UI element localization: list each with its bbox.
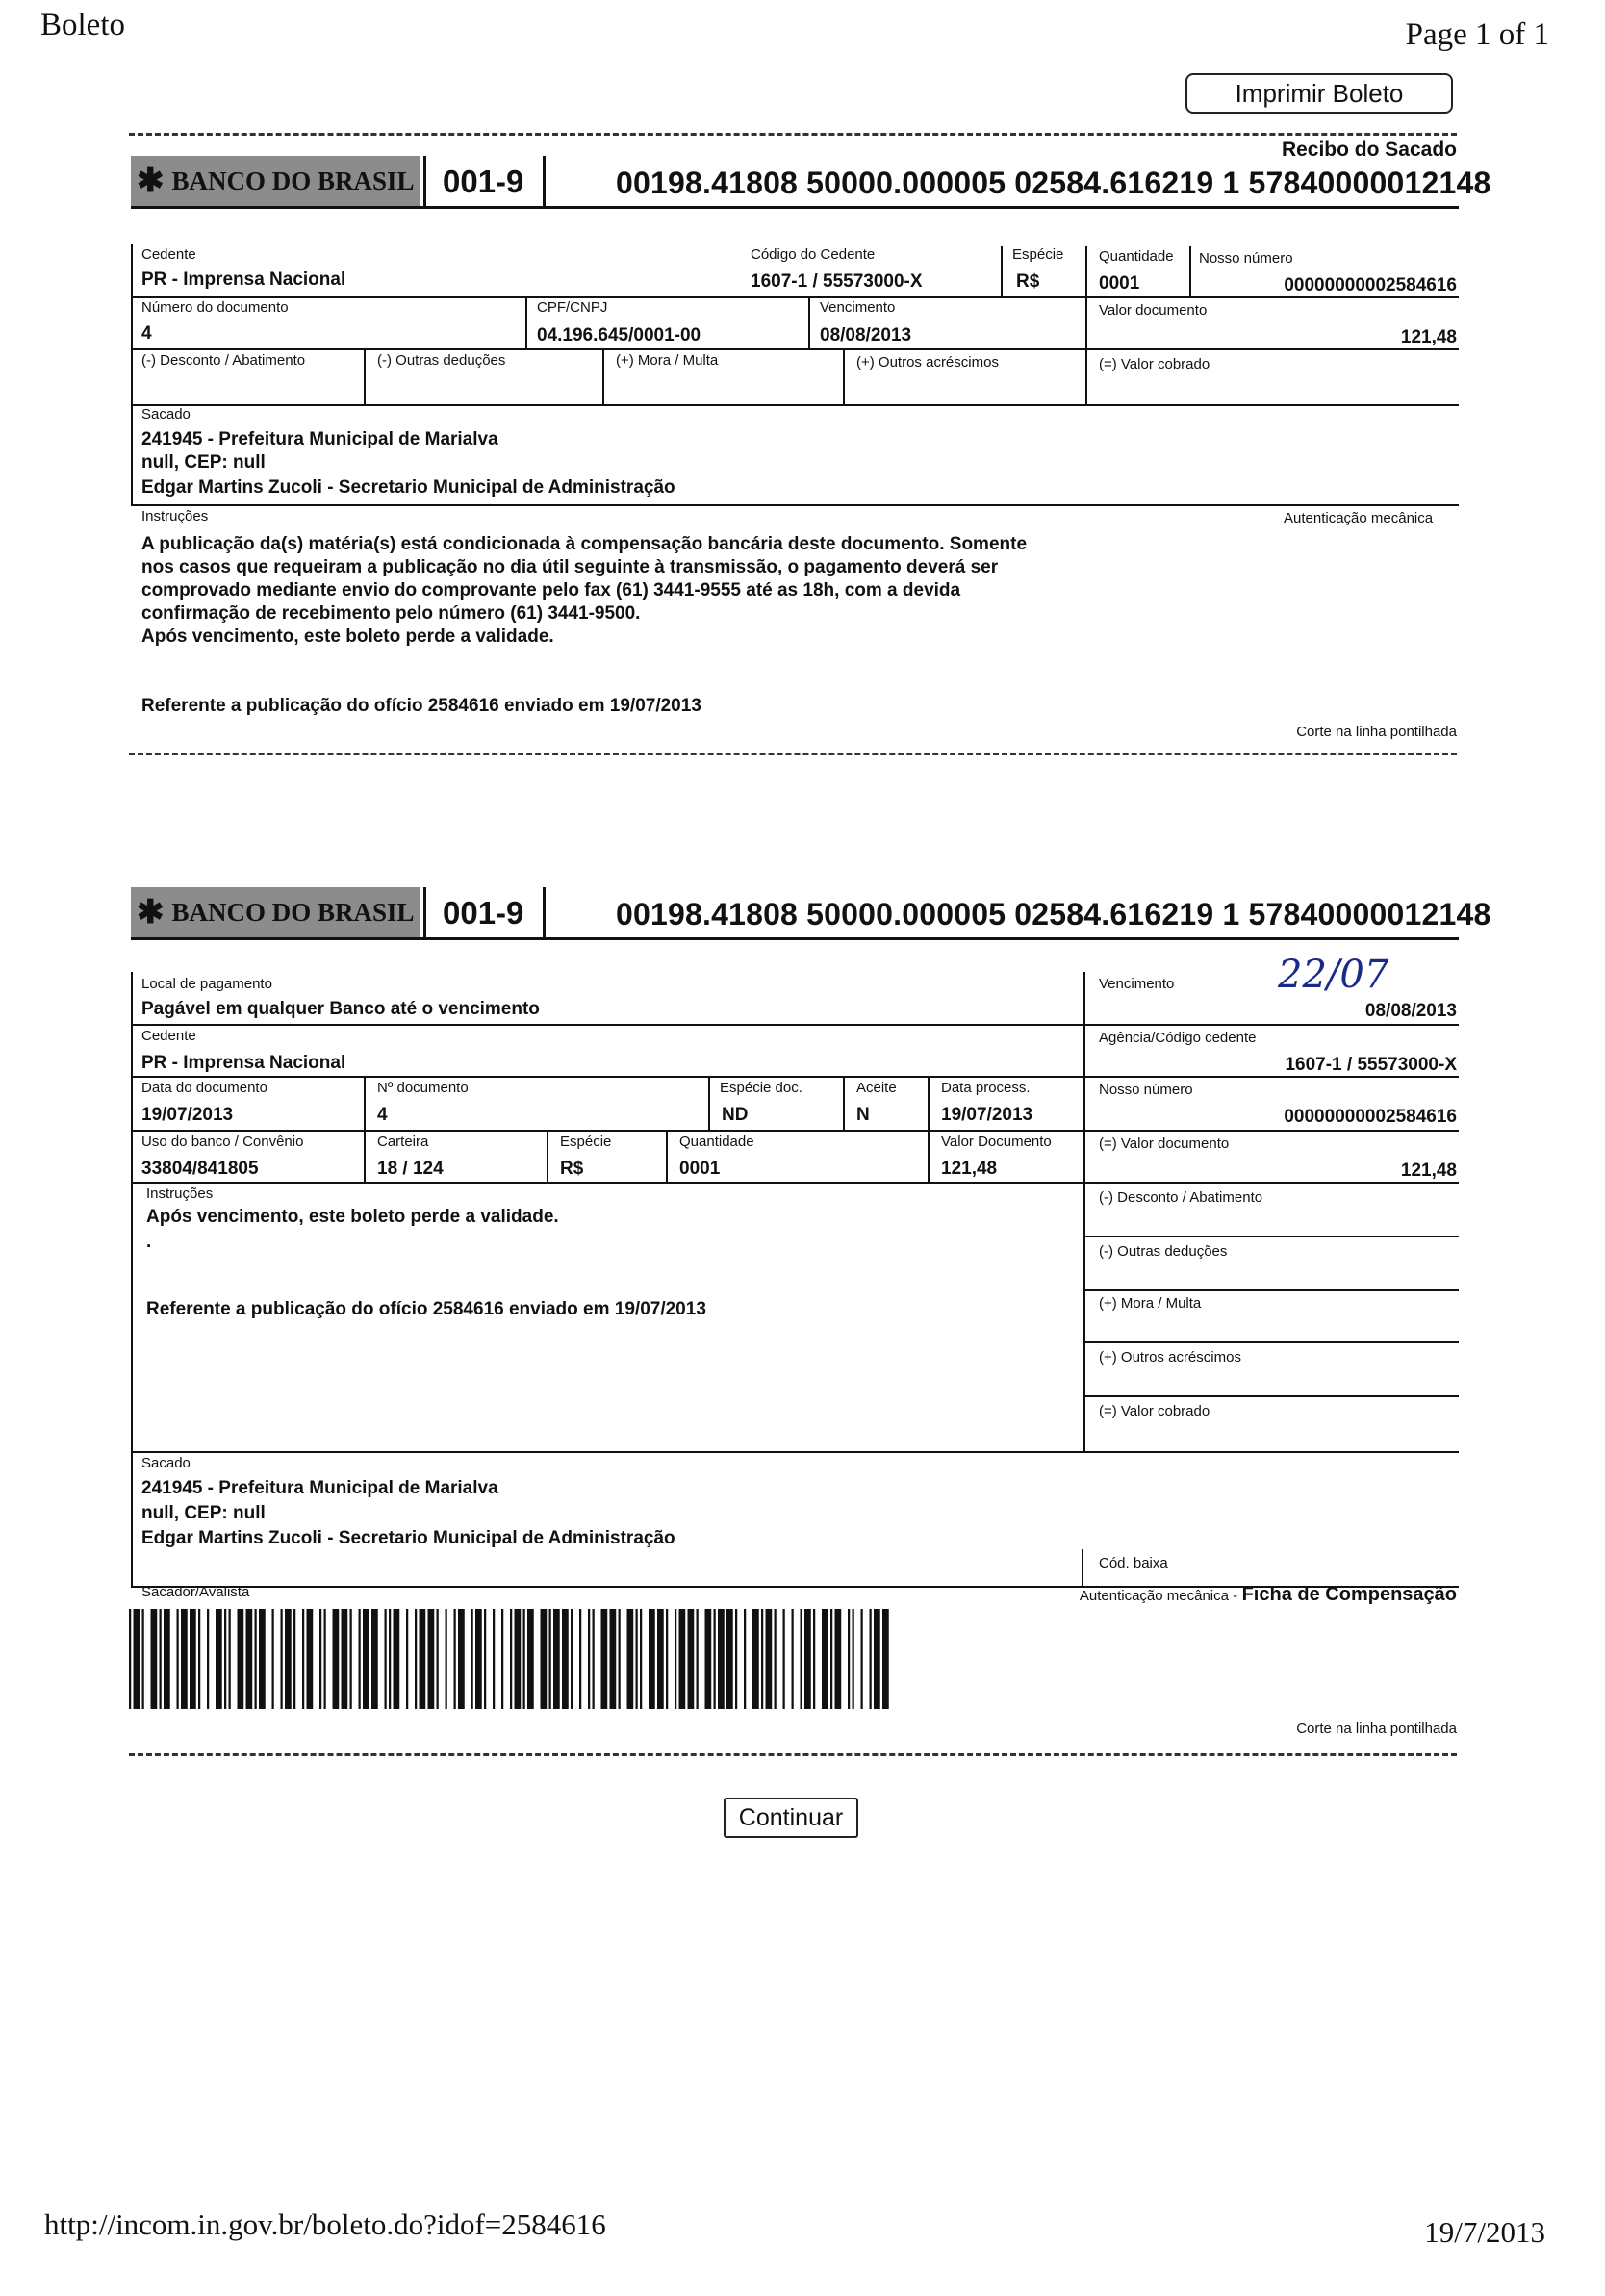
barcode-bar <box>471 1609 473 1709</box>
autenticacao-label: Autenticação mecânica - <box>1079 1588 1238 1604</box>
divider <box>364 348 366 404</box>
bank-logo <box>131 156 420 206</box>
data-doc-value: 19/07/2013 <box>141 1105 234 1125</box>
barcode-bar <box>813 1609 815 1709</box>
barcode-bar <box>515 1609 522 1709</box>
barcode-bar <box>510 1609 512 1709</box>
label: Cedente <box>141 246 196 263</box>
barcode-bar <box>293 1609 295 1709</box>
label: Nosso número <box>1199 250 1293 267</box>
sacado-line: null, CEP: null <box>141 452 266 472</box>
barcode-bar <box>549 1609 551 1709</box>
label: Local de pagamento <box>141 976 272 992</box>
label: Carteira <box>377 1134 429 1150</box>
barcode-bar <box>527 1609 534 1709</box>
barcode <box>129 1609 939 1709</box>
divider <box>547 1130 548 1182</box>
divider <box>131 972 133 1588</box>
barcode-bar <box>259 1609 266 1709</box>
divider <box>131 348 1459 350</box>
barcode-bar <box>385 1609 387 1709</box>
label: Espécie <box>1012 246 1064 263</box>
eq-valor-doc-value: 121,48 <box>1400 1161 1457 1181</box>
cut-dashed-line <box>129 1753 1457 1756</box>
instruction-line: A publicação da(s) matéria(s) está condicionada à compensação bancária deste documento. Somente <box>141 534 1028 554</box>
barcode-bar <box>142 1609 144 1709</box>
barcode-bar <box>493 1609 495 1709</box>
label: (+) Mora / Multa <box>616 352 719 369</box>
barcode-bar <box>861 1609 863 1709</box>
label: Sacador/Avalista <box>141 1584 250 1600</box>
barcode-bar <box>302 1609 304 1709</box>
barcode-bar <box>792 1609 794 1709</box>
barcode-bar <box>229 1609 231 1709</box>
barcode-bar <box>848 1609 850 1709</box>
top-dashed-divider <box>129 133 1457 136</box>
label: Instruções <box>141 508 209 524</box>
page-title: Boleto <box>40 8 125 42</box>
num-doc-value: 4 <box>377 1105 388 1125</box>
label: Valor Documento <box>941 1134 1052 1150</box>
cedente-value: PR - Imprensa Nacional <box>141 269 346 290</box>
instruction-line: nos casos que requeiram a publicação no dia útil seguinte à transmissão, o pagamento deverá ser <box>141 557 999 577</box>
barcode-bar <box>371 1609 378 1709</box>
label: Agência/Código cedente <box>1099 1030 1257 1046</box>
barcode-bar <box>207 1609 209 1709</box>
barcode-bar <box>610 1609 617 1709</box>
label: (+) Outros acréscimos <box>856 354 999 370</box>
barcode-bar <box>333 1609 340 1709</box>
barcode-bar <box>830 1609 832 1709</box>
barcode-bar <box>420 1609 426 1709</box>
label: Espécie <box>560 1134 612 1150</box>
bank-logo-icon: ✱ <box>137 895 165 931</box>
label: Quantidade <box>1099 248 1174 265</box>
divider <box>131 1182 1459 1184</box>
barcode-bar <box>666 1609 668 1709</box>
data-process-value: 19/07/2013 <box>941 1105 1033 1125</box>
instruction-line: Após vencimento, este boleto perde a validade. <box>146 1207 559 1227</box>
barcode-bar <box>870 1609 872 1709</box>
especie-value: R$ <box>560 1159 584 1179</box>
print-button[interactable]: Imprimir Boleto <box>1185 73 1453 114</box>
cod-cedente-value: 1607-1 / 55573000-X <box>751 271 923 292</box>
divider <box>543 156 546 206</box>
num-doc-value: 4 <box>141 323 152 344</box>
label: Sacado <box>141 1455 191 1471</box>
barcode-bar <box>588 1609 590 1709</box>
bank-logo <box>131 887 420 937</box>
page-date: 19/7/2013 <box>1424 2215 1545 2249</box>
carteira-value: 18 / 124 <box>377 1159 444 1179</box>
divider <box>131 296 1459 298</box>
barcode-bar <box>562 1609 569 1709</box>
divider <box>131 1076 1459 1078</box>
barcode-bar <box>238 1609 244 1709</box>
digitable-line: 00198.41808 50000.000005 02584.616219 1 57840000012148 <box>616 897 1491 931</box>
barcode-bar <box>389 1609 391 1709</box>
barcode-bar <box>160 1609 162 1709</box>
divider <box>525 296 527 348</box>
barcode-bar <box>359 1609 361 1709</box>
barcode-bar <box>307 1609 314 1709</box>
label: (+) Mora / Multa <box>1099 1295 1202 1312</box>
barcode-bar <box>129 1609 131 1709</box>
barcode-bar <box>272 1609 274 1709</box>
label: Valor documento <box>1099 302 1208 319</box>
label: Sacado <box>141 406 191 422</box>
divider <box>131 206 1459 209</box>
page-url: http://incom.in.gov.br/boleto.do?idof=2584616 <box>44 2207 606 2241</box>
divider <box>843 1076 845 1130</box>
barcode-bar <box>394 1609 400 1709</box>
instruction-line: Após vencimento, este boleto perde a validade. <box>141 626 554 647</box>
divider <box>1083 1395 1459 1397</box>
quantidade-value: 0001 <box>1099 273 1140 293</box>
sacado-line: Edgar Martins Zucoli - Secretario Municipal de Administração <box>141 477 675 497</box>
digitable-line: 00198.41808 50000.000005 02584.616219 1 57840000012148 <box>616 166 1491 200</box>
label: (-) Outras deduções <box>377 352 506 369</box>
barcode-bar <box>224 1609 226 1709</box>
label: Espécie doc. <box>720 1080 802 1096</box>
barcode-bar <box>255 1609 257 1709</box>
label: Número do documento <box>141 299 289 316</box>
barcode-bar <box>744 1609 746 1709</box>
label: (-) Desconto / Abatimento <box>141 352 306 369</box>
barcode-bar <box>593 1609 595 1709</box>
label: Aceite <box>856 1080 897 1096</box>
barcode-bar <box>523 1609 525 1709</box>
divider <box>131 1451 1459 1453</box>
vencimento-value: 08/08/2013 <box>1364 1001 1457 1021</box>
barcode-bar <box>619 1609 621 1709</box>
cut-line-label: Corte na linha pontilhada <box>1296 1721 1457 1737</box>
label: Nosso número <box>1099 1082 1193 1098</box>
barcode-bar <box>752 1609 759 1709</box>
divider <box>131 937 1459 940</box>
bank-code: 001-9 <box>443 895 524 931</box>
barcode-bar <box>714 1609 716 1709</box>
instruction-line: comprovado mediante envio do comprovante pelo fax (61) 3441-9555 até as 18h, com a devida <box>141 580 961 600</box>
divider <box>423 156 426 206</box>
page-indicator: Page 1 of 1 <box>1405 17 1549 52</box>
divider <box>1083 1289 1459 1291</box>
label: Cedente <box>141 1028 196 1044</box>
bank-code: 001-9 <box>443 164 524 199</box>
receipt-heading: Recibo do Sacado <box>1281 139 1457 161</box>
barcode-bar <box>458 1609 465 1709</box>
barcode-bar <box>601 1609 608 1709</box>
barcode-bar <box>475 1609 482 1709</box>
barcode-bar <box>649 1609 655 1709</box>
label: (-) Outras deduções <box>1099 1243 1228 1260</box>
uso-banco-value: 33804/841805 <box>141 1159 259 1179</box>
barcode-bar <box>415 1609 417 1709</box>
continue-button[interactable]: Continuar <box>724 1798 858 1838</box>
label: (+) Outros acréscimos <box>1099 1349 1241 1365</box>
divider <box>1083 1341 1459 1343</box>
barcode-bar <box>801 1609 802 1709</box>
divider <box>666 1130 668 1182</box>
ficha-title: Ficha de Compensação <box>1241 1584 1457 1605</box>
barcode-bar <box>342 1609 348 1709</box>
barcode-bar <box>853 1609 854 1709</box>
divider <box>364 1076 366 1182</box>
cpf-value: 04.196.645/0001-00 <box>537 325 701 345</box>
barcode-bar <box>324 1609 326 1709</box>
local-value: Pagável em qualquer Banco até o vencimento <box>141 999 540 1019</box>
bank-name: BANCO DO BRASIL <box>171 897 415 927</box>
divider <box>543 887 546 937</box>
divider <box>131 244 133 504</box>
instruction-dot: . <box>146 1232 152 1252</box>
barcode-bar <box>190 1609 196 1709</box>
barcode-bar <box>697 1609 699 1709</box>
cedente-value: PR - Imprensa Nacional <box>141 1053 346 1073</box>
divider <box>423 887 426 937</box>
sacado-line: null, CEP: null <box>141 1503 266 1523</box>
barcode-bar <box>134 1609 140 1709</box>
especie-doc-value: ND <box>722 1105 749 1125</box>
divider <box>1082 1549 1083 1588</box>
instruction-line: confirmação de recebimento pelo número (61) 3441-9500. <box>141 603 641 624</box>
barcode-bar <box>541 1609 548 1709</box>
divider <box>708 1076 710 1130</box>
barcode-bar <box>151 1609 158 1709</box>
label: (=) Valor documento <box>1099 1135 1230 1152</box>
label: (=) Valor cobrado <box>1099 1403 1210 1419</box>
barcode-bar <box>363 1609 369 1709</box>
divider <box>131 1130 1459 1132</box>
divider <box>843 348 845 404</box>
divider <box>1083 1236 1459 1237</box>
vencimento-value: 08/08/2013 <box>820 325 912 345</box>
label: (=) Valor cobrado <box>1099 356 1210 372</box>
barcode-bar <box>246 1609 253 1709</box>
barcode-bar <box>783 1609 785 1709</box>
divider <box>131 504 1459 506</box>
cut-line-label: Corte na linha pontilhada <box>1296 724 1457 740</box>
sacado-line: 241945 - Prefeitura Municipal de Marialva <box>141 1478 498 1498</box>
label: Autenticação mecânica <box>1284 510 1434 526</box>
sacado-line: 241945 - Prefeitura Municipal de Marialva <box>141 429 498 449</box>
barcode-bar <box>627 1609 634 1709</box>
barcode-bar <box>882 1609 889 1709</box>
barcode-bar <box>640 1609 642 1709</box>
divider <box>808 296 810 348</box>
aceite-value: N <box>856 1105 870 1125</box>
divider <box>131 1024 1459 1026</box>
barcode-bar <box>198 1609 200 1709</box>
label: CPF/CNPJ <box>537 299 608 316</box>
quantidade-value: 0001 <box>679 1159 721 1179</box>
barcode-bar <box>775 1609 777 1709</box>
handwritten-date: 22/07 <box>1278 953 1389 997</box>
barcode-bar <box>766 1609 773 1709</box>
bank-name: BANCO DO BRASIL <box>171 166 415 195</box>
divider <box>1001 246 1003 296</box>
barcode-bar <box>804 1609 811 1709</box>
barcode-bar <box>822 1609 828 1709</box>
valor-doc-value: 121,48 <box>941 1159 998 1179</box>
barcode-bar <box>319 1609 321 1709</box>
cut-dashed-line <box>129 753 1457 755</box>
barcode-bar <box>718 1609 725 1709</box>
barcode-bar <box>177 1609 179 1709</box>
divider <box>602 348 604 404</box>
barcode-bar <box>735 1609 737 1709</box>
barcode-bar <box>571 1609 573 1709</box>
barcode-bar <box>579 1609 581 1709</box>
nosso-numero-value: 00000000002584616 <box>1284 275 1457 295</box>
label: Quantidade <box>679 1134 754 1150</box>
barcode-bar <box>705 1609 712 1709</box>
barcode-bar <box>285 1609 292 1709</box>
label: Uso do banco / Convênio <box>141 1134 304 1150</box>
barcode-bar <box>688 1609 695 1709</box>
referente-text: Referente a publicação do ofício 2584616 enviado em 19/07/2013 <box>141 696 701 716</box>
divider <box>928 1076 930 1182</box>
barcode-bar <box>406 1609 408 1709</box>
barcode-bar <box>874 1609 880 1709</box>
label: Cód. baixa <box>1099 1555 1168 1571</box>
barcode-bar <box>281 1609 283 1709</box>
divider <box>1083 972 1085 1453</box>
valor-doc-value: 121,48 <box>1400 327 1457 347</box>
label: Vencimento <box>1099 976 1175 992</box>
divider <box>1189 246 1191 296</box>
barcode-bar <box>216 1609 222 1709</box>
divider <box>1085 246 1087 406</box>
barcode-bar <box>437 1609 439 1709</box>
barcode-bar <box>675 1609 676 1709</box>
barcode-bar <box>454 1609 456 1709</box>
barcode-bar <box>726 1609 733 1709</box>
label: Nº documento <box>377 1080 469 1096</box>
nosso-numero-value: 00000000002584616 <box>1284 1107 1457 1127</box>
label: Código do Cedente <box>751 246 876 263</box>
bank-logo-icon: ✱ <box>137 164 165 199</box>
barcode-bar <box>350 1609 352 1709</box>
barcode-bar <box>657 1609 664 1709</box>
barcode-bar <box>501 1609 503 1709</box>
barcode-bar <box>164 1609 170 1709</box>
barcode-bar <box>484 1609 486 1709</box>
barcode-bar <box>181 1609 188 1709</box>
label: Vencimento <box>820 299 896 316</box>
barcode-bar <box>446 1609 447 1709</box>
referente-text: Referente a publicação do ofício 2584616 enviado em 19/07/2013 <box>146 1299 706 1319</box>
barcode-bar <box>835 1609 842 1709</box>
especie-value: R$ <box>1016 271 1040 292</box>
barcode-bar <box>553 1609 560 1709</box>
barcode-bar <box>679 1609 686 1709</box>
sacado-line: Edgar Martins Zucoli - Secretario Municipal de Administração <box>141 1528 675 1548</box>
barcode-bar <box>636 1609 638 1709</box>
agencia-value: 1607-1 / 55573000-X <box>1285 1055 1457 1075</box>
label: (-) Desconto / Abatimento <box>1099 1189 1263 1206</box>
barcode-bar <box>761 1609 763 1709</box>
ficha-footer <box>1080 1584 1457 1606</box>
label: Data process. <box>941 1080 1031 1096</box>
label: Data do documento <box>141 1080 268 1096</box>
label: Instruções <box>146 1186 214 1202</box>
barcode-bar <box>428 1609 435 1709</box>
divider <box>131 404 1459 406</box>
